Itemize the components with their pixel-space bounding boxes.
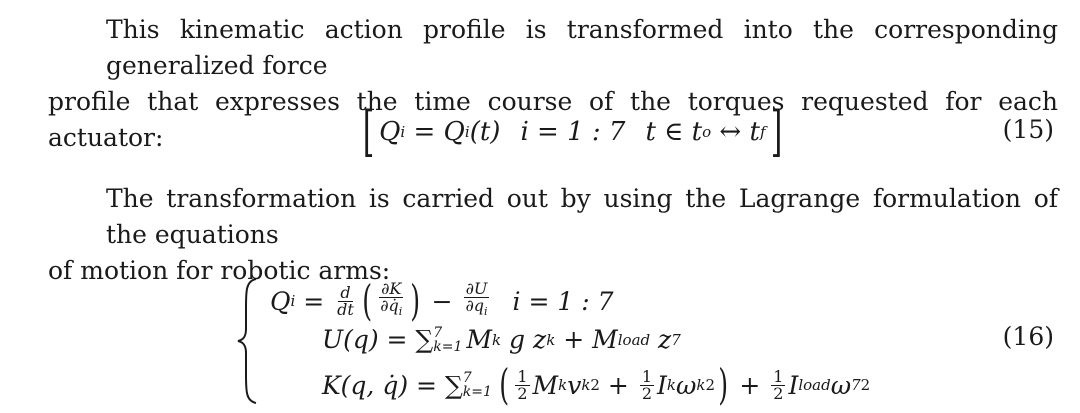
eq16-minus: − [423,286,461,316]
eq15-index-range: i = 1 : 7 [520,117,626,147]
eq16-mk-sub: k [558,376,568,394]
frac-num: ∂K [381,279,402,299]
eq16-iload-sub: load [798,376,831,394]
frac-den: dt [337,299,354,319]
sum-sup: 7 [462,370,472,386]
eq15-lhs-sub: i [400,123,406,141]
frac-den: 2 [641,383,652,403]
eq16-row-potential [322,325,681,354]
fraction-dk-dq [378,281,404,320]
eq16-k: K(q, q̇) = [322,370,445,400]
eq16-square: 2 [590,376,600,394]
frac-num: d [340,282,351,302]
eq16-plus: + [599,370,637,400]
frac-num: 1 [773,366,784,386]
frac-den [378,298,404,320]
frac-den [464,298,490,320]
sum-sub: k=1 [462,384,492,400]
left-curly-brace [236,277,258,405]
eq16-load-sub: load [617,330,651,349]
eq16-z7-sub: 7 [671,330,681,349]
right-paren: ) [718,360,729,409]
eq15-rhs-arg: (t) [469,117,501,147]
sum-limits [433,326,462,354]
eq16-q-sub: i [290,292,296,310]
eq15-tend: t [749,117,760,147]
eq16-mk: M [532,370,559,400]
frac-den-sub: i [484,305,488,319]
fraction-half [640,366,654,403]
eq16-mk-sub: k [492,330,502,349]
eq16-ik-sub: k [666,376,676,394]
paragraph-lagrange [48,181,1058,289]
paragraph-line: This kinematic action profile is transformed into the corresponding generalized force [106,15,1058,80]
frac-num: 1 [517,366,528,386]
eq16-plus: + [731,370,769,400]
eq16-range: i = 1 : 7 [512,286,614,316]
eq15-arrow: ↔ [711,117,750,147]
fraction-half [515,366,529,403]
frac-den: 2 [517,383,528,403]
paragraph-line: profile that expresses the time course of the torques requested for each actuator: [48,87,1058,152]
eq16-u: U(q) = [322,325,416,354]
equation-number-16: (16) [1002,322,1054,351]
eq16-v: v [567,370,582,400]
eq15-rhs: Q [443,117,465,147]
eq16-z7: z [650,325,672,354]
fraction-du-dq [464,281,490,320]
frac-num: ∂U [465,279,488,299]
frac-den-text: ∂q̇ [380,296,399,316]
eq16-row-kinetic [322,360,871,409]
eq15-time-var: t ∈ t [645,117,703,147]
paragraph-line: The transformation is carried out by using the Lagrange formulation of the equations [106,184,1058,249]
eq16-omega7-sub: 7 [851,376,861,394]
frac-den: 2 [773,383,784,403]
eq16-q: Q [270,286,291,316]
sum-limits [463,371,492,399]
left-paren: ( [362,276,372,325]
sum-sup: 7 [433,324,443,341]
fraction-half [771,366,785,403]
eq15-lhs: Q [379,117,401,147]
eq15-tstart-sub: o [702,123,712,141]
frac-den-text: ∂q [465,296,485,316]
eq15-tend-sub: f [759,123,766,141]
eq16-square: 2 [705,376,716,394]
eq16-z-sub: k [546,330,556,349]
eq16-mk: M [466,325,493,354]
equation-15 [358,100,787,163]
eq16-omega-sub: k [696,376,706,394]
eq16-equals: = [295,286,333,316]
eq15-rhs-sub: i [464,123,470,141]
right-paren: ) [410,276,421,325]
eq16-omega7: ω [830,370,852,400]
frac-den-sub: i [398,305,403,319]
sum-symbol: ∑ [444,370,463,400]
fraction-d-dt [335,282,356,319]
eq16-ik: I [657,370,667,400]
eq16-omega: ω [675,370,697,400]
left-paren: ( [499,360,510,409]
eq16-gz: g z [501,325,547,354]
equation-16-system [270,276,970,409]
right-bracket: ] [770,100,782,163]
equation-number-15: (15) [1002,115,1054,144]
sum-symbol: ∑ [415,325,434,354]
left-bracket: [ [362,100,375,163]
eq16-square: 2 [860,376,871,394]
frac-num: 1 [641,366,652,386]
eq16-mload: + M [555,325,618,354]
sum-sub: k=1 [433,338,463,355]
eq16-row-torque [270,276,614,325]
eq16-v-sub: k [581,376,591,394]
eq15-equals: = [405,117,444,147]
paragraph-line: of motion for robotic arms: [48,256,391,285]
eq16-iload: I [788,370,799,400]
